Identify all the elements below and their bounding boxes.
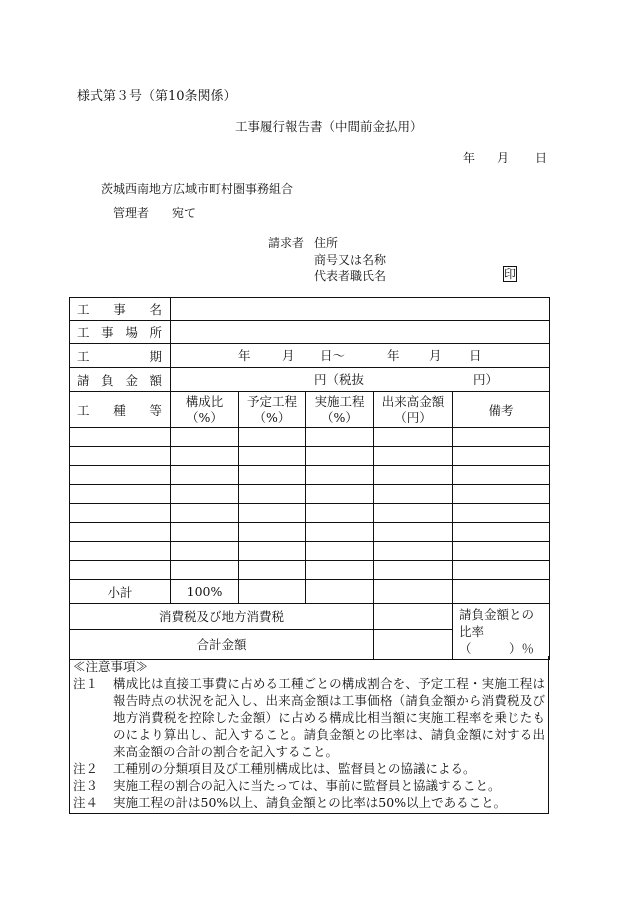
work-name-label: 工 事 名 bbox=[70, 298, 171, 321]
subtotal-label: 小計 bbox=[70, 580, 171, 604]
actual-header bbox=[306, 392, 374, 428]
row-column-headers bbox=[70, 392, 550, 428]
work-type-cell[interactable] bbox=[70, 523, 171, 542]
total-amount-cell[interactable] bbox=[374, 629, 453, 659]
composition-cell[interactable] bbox=[171, 447, 239, 466]
remarks-cell[interactable] bbox=[453, 542, 550, 561]
location-input[interactable] bbox=[171, 321, 550, 344]
planned-cell[interactable] bbox=[239, 428, 306, 447]
completed-amount-cell[interactable] bbox=[374, 447, 453, 466]
planned-header bbox=[239, 392, 306, 428]
work-type-cell[interactable] bbox=[70, 485, 171, 504]
date-day-label: 日 bbox=[535, 151, 548, 165]
recipient-suffix: 宛て bbox=[172, 206, 197, 220]
subtotal-composition: 100% bbox=[171, 580, 239, 604]
period-label: 工 期 bbox=[70, 344, 171, 368]
composition-cell[interactable] bbox=[171, 523, 239, 542]
work-type-label: 工 種 等 bbox=[70, 392, 171, 428]
note-number: 注３ bbox=[73, 778, 99, 793]
work-name-input[interactable] bbox=[171, 298, 550, 321]
completed-amount-cell[interactable] bbox=[374, 542, 453, 561]
address-label: 住所 bbox=[314, 236, 339, 250]
actual-cell[interactable] bbox=[306, 447, 374, 466]
note-number: 注４ bbox=[73, 795, 99, 810]
subtotal-amount-cell[interactable] bbox=[374, 580, 453, 604]
composition-cell[interactable] bbox=[171, 428, 239, 447]
ratio-value-field: （ ）％ bbox=[459, 641, 535, 656]
planned-cell[interactable] bbox=[239, 466, 306, 485]
seal-mark: 印 bbox=[504, 267, 517, 281]
table-row bbox=[70, 542, 550, 561]
planned-cell[interactable] bbox=[239, 523, 306, 542]
table-row bbox=[70, 428, 550, 447]
completed-amount-cell[interactable] bbox=[374, 466, 453, 485]
actual-cell[interactable] bbox=[306, 485, 374, 504]
ratio-label-line1: 請負金額との bbox=[459, 607, 535, 622]
period-start-year: 年 bbox=[238, 348, 251, 363]
notes-heading: ≪注意事項≫ bbox=[73, 659, 149, 674]
recipient-organization: 茨城西南地方広域市町村圏事務組合 bbox=[101, 182, 294, 196]
completed-amount-cell[interactable] bbox=[374, 428, 453, 447]
row-location bbox=[70, 321, 550, 344]
company-name-label: 商号又は名称 bbox=[314, 253, 387, 267]
completed-amount-header-unit: （円） bbox=[394, 409, 432, 425]
row-tax bbox=[70, 604, 550, 630]
contract-yen-text: 円（税抜 bbox=[314, 372, 365, 387]
tax-label: 消費税及び地方消費税 bbox=[70, 604, 374, 630]
date-month-label: 月 bbox=[497, 151, 510, 165]
composition-cell[interactable] bbox=[171, 504, 239, 523]
total-label: 合計金額 bbox=[70, 629, 374, 659]
work-type-cell[interactable] bbox=[70, 466, 171, 485]
period-start-month: 月 bbox=[282, 348, 295, 363]
work-type-cell[interactable] bbox=[70, 447, 171, 466]
planned-header-text: 予定工程 bbox=[246, 393, 297, 409]
row-work-name bbox=[70, 298, 550, 321]
remarks-cell[interactable] bbox=[453, 485, 550, 504]
row-subtotal bbox=[70, 580, 550, 604]
actual-cell[interactable] bbox=[306, 466, 374, 485]
composition-header-text: 構成比 bbox=[185, 393, 224, 409]
subtotal-actual-cell[interactable] bbox=[306, 580, 374, 604]
subtotal-remarks-cell[interactable] bbox=[453, 580, 550, 604]
actual-cell[interactable] bbox=[306, 523, 374, 542]
remarks-cell[interactable] bbox=[453, 561, 550, 580]
remarks-cell[interactable] bbox=[453, 447, 550, 466]
planned-header-unit: （%） bbox=[253, 409, 291, 425]
table-row bbox=[70, 523, 550, 542]
note-text: 構成比は直接工事費に占める工種ごとの構成割合を、予定工程・実施工程は報告時点の状況を記入し、出来高金額は工事価格（請負金額から消費税及び地方消費税を控除した金額）に占める構成比相当額に実施工程率を乗じたものにより算出し、記入すること。請負金額との比率は、請負金額に対する出来高金額の合計の割合を記入すること。 bbox=[113, 676, 545, 759]
actual-cell[interactable] bbox=[306, 504, 374, 523]
date-year-label: 年 bbox=[463, 151, 476, 165]
note-number: 注２ bbox=[73, 761, 99, 776]
notes-section bbox=[69, 656, 549, 814]
completed-amount-cell[interactable] bbox=[374, 561, 453, 580]
period-input[interactable] bbox=[171, 344, 550, 368]
planned-cell[interactable] bbox=[239, 447, 306, 466]
note-number: 注１ bbox=[73, 676, 99, 691]
note-item bbox=[73, 760, 545, 777]
report-table bbox=[69, 297, 550, 660]
completed-amount-cell[interactable] bbox=[374, 485, 453, 504]
completed-amount-header bbox=[374, 392, 453, 428]
table-row bbox=[70, 561, 550, 580]
note-item bbox=[73, 794, 545, 811]
note-text: 工種別の分類項目及び工種別構成比は、監督員との協議による。 bbox=[113, 761, 476, 776]
work-type-cell[interactable] bbox=[70, 428, 171, 447]
note-text: 実施工程の割合の記入に当たっては、事前に監督員と協議すること。 bbox=[113, 778, 501, 793]
remarks-cell[interactable] bbox=[453, 504, 550, 523]
ratio-cell[interactable] bbox=[453, 604, 550, 660]
planned-cell[interactable] bbox=[239, 504, 306, 523]
contract-amount-label: 請負金額 bbox=[70, 368, 171, 392]
actual-header-unit: （%） bbox=[321, 409, 358, 425]
work-type-cell[interactable] bbox=[70, 561, 171, 580]
table-row bbox=[70, 447, 550, 466]
row-contract bbox=[70, 368, 550, 392]
work-type-cell[interactable] bbox=[70, 504, 171, 523]
note-item bbox=[73, 675, 545, 760]
composition-cell[interactable] bbox=[171, 485, 239, 504]
remarks-cell[interactable] bbox=[453, 428, 550, 447]
actual-cell[interactable] bbox=[306, 561, 374, 580]
period-start-day: 日～ bbox=[320, 348, 346, 363]
form-number: 様式第３号（第10条関係） bbox=[77, 89, 237, 104]
note-text: 実施工程の計は50%以上、請負金額との比率は50%以上であること。 bbox=[113, 795, 507, 810]
row-period bbox=[70, 344, 550, 368]
tax-amount-cell[interactable] bbox=[374, 604, 453, 630]
table-row bbox=[70, 466, 550, 485]
claimant-label: 請求者 bbox=[268, 236, 305, 250]
composition-cell[interactable] bbox=[171, 561, 239, 580]
actual-cell[interactable] bbox=[306, 542, 374, 561]
remarks-header: 備考 bbox=[453, 392, 550, 428]
subtotal-planned-cell[interactable] bbox=[239, 580, 306, 604]
representative-label: 代表者職氏名 bbox=[314, 269, 387, 283]
note-item bbox=[73, 777, 545, 794]
completed-amount-header-text: 出来高金額 bbox=[381, 393, 445, 409]
location-label: 工事場所 bbox=[70, 321, 171, 344]
planned-cell[interactable] bbox=[239, 561, 306, 580]
completed-amount-cell[interactable] bbox=[374, 504, 453, 523]
remarks-cell[interactable] bbox=[453, 523, 550, 542]
composition-header-unit: （%） bbox=[186, 409, 223, 425]
remarks-cell[interactable] bbox=[453, 466, 550, 485]
recipient-role: 管理者 bbox=[113, 206, 150, 220]
work-type-cell[interactable] bbox=[70, 542, 171, 561]
ratio-label-line2: 比率 bbox=[459, 624, 485, 639]
period-end-month: 月 bbox=[429, 348, 442, 363]
actual-header-text: 実施工程 bbox=[314, 393, 365, 409]
page-title: 工事履行報告書（中間前金払用） bbox=[235, 119, 423, 134]
period-end-day: 日 bbox=[469, 348, 482, 363]
period-end-year: 年 bbox=[387, 348, 400, 363]
composition-cell[interactable] bbox=[171, 542, 239, 561]
table-row bbox=[70, 485, 550, 504]
composition-header bbox=[171, 392, 239, 428]
planned-cell[interactable] bbox=[239, 485, 306, 504]
completed-amount-cell[interactable] bbox=[374, 523, 453, 542]
contract-amount-input[interactable] bbox=[171, 368, 550, 392]
actual-cell[interactable] bbox=[306, 428, 374, 447]
table-row bbox=[70, 504, 550, 523]
composition-cell[interactable] bbox=[171, 466, 239, 485]
contract-yen-close: 円） bbox=[473, 372, 499, 387]
planned-cell[interactable] bbox=[239, 542, 306, 561]
